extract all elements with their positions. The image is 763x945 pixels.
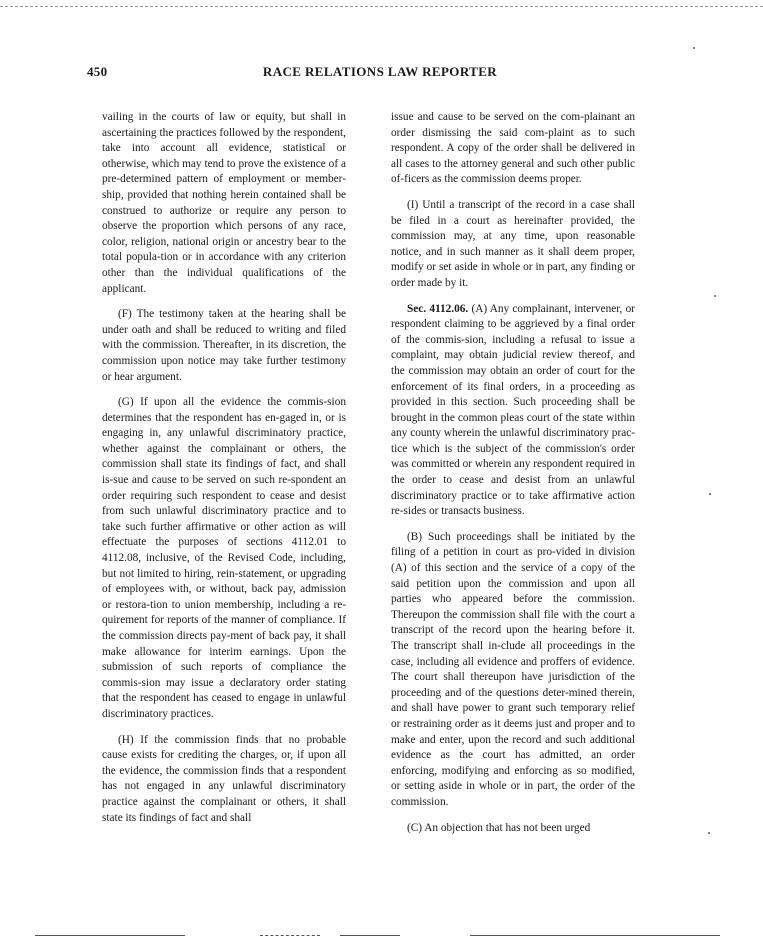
right-paragraph-4: (B) Such proceedings shall be initiated by the filing of a petition in court as pro-vided in division (A) of this section and the service of a copy of the said petition upon the commission and upon all parties who appeared before the commission. Thereupon the commission shall file with the court a transcript of the record upon the hearing before it. The transcript shall in-clude all proceedings in the case, including all evidence and proffers of evidence. The court shall thereupon have jurisdiction of the proceeding and of the questions deter-mined therein, and shall have power to grant such temporary relief or restraining order as it deems just and proper and to make and enter, upon the record and such additional evidence as the court has admitted, an order enforcing, modifying and enforcing as so modified, or setting aside in whole or in part, the order of the commission.	[391, 530, 635, 808]
scan-speck	[709, 493, 711, 495]
scan-bottom-rule	[470, 935, 720, 936]
left-column	[102, 110, 346, 836]
page-number: 450	[87, 64, 108, 79]
scan-speck	[693, 47, 695, 49]
scan-bottom-rule	[35, 935, 185, 936]
right-paragraph-5: (C) An objection that has not been urged	[407, 821, 591, 834]
left-paragraph-4: (H) If the commission finds that no probable cause exists for crediting the charges, or, if upon all the evidence, the commission finds that a respondent has not engaged in any unlawful discriminatory practice against the complainant or others, it shall state its findings of fact and shall	[102, 733, 346, 824]
running-head: RACE RELATIONS LAW REPORTER	[262, 64, 498, 79]
section-body: (A) Any complainant, intervener, or respondent claiming to be aggrieved by a final order of the commis-sion, including a refusal to issue a complaint, may obtain judicial review thereof, and the commission may obtain an order of court for the enforcement of its final orders, in a proceeding as provided in this section. Such proceeding shall be brought in the common pleas court of the state within any county wherein the unlawful discriminatory prac-tice which is the subject of the commission's order was committed or wherein any respondent required in the order to cease and desist from an unlawful discriminatory practice or to take affirmative action re-sides or transacts business.	[391, 302, 635, 518]
scan-bottom-rule	[340, 935, 400, 936]
right-column	[391, 110, 635, 846]
scan-top-border	[0, 6, 763, 7]
scan-speck	[708, 832, 710, 834]
left-paragraph-1: vailing in the courts of law or equity, but shall in ascertaining the practices followed by the respondent, take into account all evidence, statistical or otherwise, which may tend to prove the existence of a pre-determined pattern of employment or member-ship, provided that nothing herein contained shall be construed to authorize or require any person to observe the proportion which persons of any race, color, religion, national origin or ancestry bear to the total popula-tion or in accordance with any criterion other than the individual qualifications of the applicant.	[102, 111, 346, 295]
scan-bottom-rule	[260, 935, 320, 936]
left-paragraph-3: (G) If upon all the evidence the commis-sion determines that the respondent has en-gaged in, or is engaging in, any unlawful discriminatory practice, whether against the complainant or others, the commission shall state its findings of fact, and shall is-sue and cause to be served on such re-spondent an order requiring such respondent to cease and desist from such unlawful discriminatory practice and to take such further affirmative or other action as will effectuate the purposes of sections 4112.01 to 4112.08, inclusive, of the Revised Code, including, but not limited to hiring, rein-statement, or upgrading of employees with, or without, back pay, admission or restora-tion to union membership, including a re-quirement for reports of the manner of compliance. If the commission directs pay-ment of back pay, it shall make allowance for interim earnings. Upon the submission of such reports of compliance the commis-sion may issue a declaratory order stating that the respondent has ceased to engage in unlawful discriminatory practices.	[102, 396, 346, 720]
left-paragraph-2: (F) The testimony taken at the hearing shall be under oath and shall be reduced to writing and filed with the commission. Thereafter, in its discretion, the commission upon notice may take further testimony or hear argument.	[102, 308, 346, 383]
section-heading: Sec. 4112.06.	[407, 302, 469, 315]
right-paragraph-1: issue and cause to be served on the com-plainant an order dismissing the said com-plaint as to such respondent. A copy of the order shall be delivered in all cases to the attorney general and such other public of-ficers as the commission deems proper.	[391, 111, 635, 186]
right-paragraph-2: (I) Until a transcript of the record in a case shall be filed in a court as hereinafter provided, the commission may, at any time, upon reasonable notice, and in such manner as it shall deem proper, modify or set aside in whole or in part, any finding or order made by it.	[391, 198, 635, 289]
right-paragraph-3	[391, 302, 635, 520]
scan-speck	[714, 295, 716, 297]
